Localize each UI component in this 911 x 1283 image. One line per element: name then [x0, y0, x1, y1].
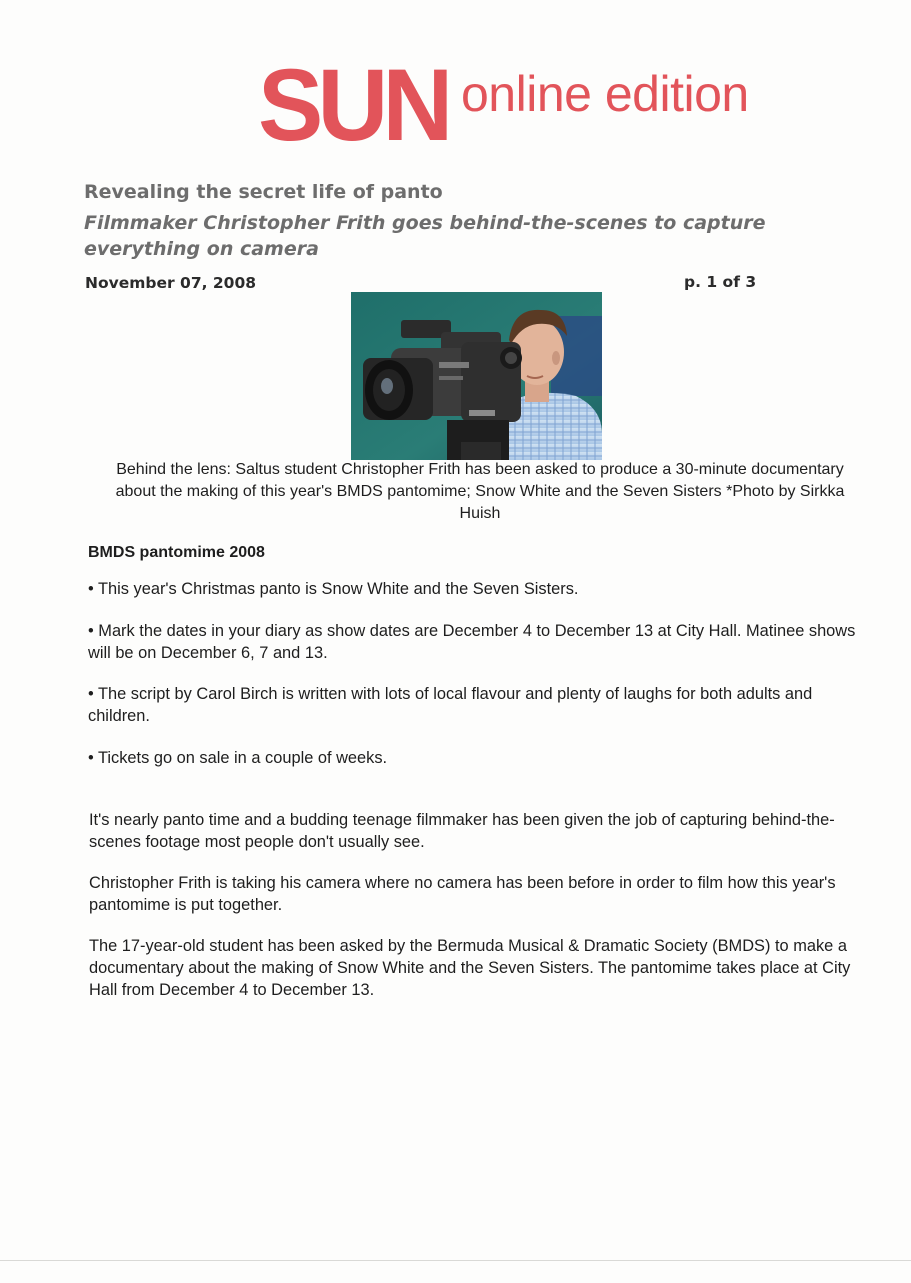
- scan-edge-line: [0, 1260, 911, 1261]
- article-photo: [351, 292, 602, 460]
- body-paragraph: The 17-year-old student has been asked by the Bermuda Musical & Dramatic Society (BMDS) to make a documentary about the making of Snow White and the Seven Sisters. The pantomime takes place at City Hall from December 4 to December 13.: [89, 937, 851, 999]
- article-date: November 07, 2008: [85, 274, 257, 292]
- page-indicator: p. 1 of 3: [684, 273, 757, 291]
- article-subheadline: Filmmaker Christopher Frith goes behind-the-scenes to capture everything on camera: [84, 212, 766, 260]
- sun-logo: SUN: [258, 48, 448, 162]
- body-paragraph: Christopher Frith is taking his camera where no camera has been before in order to film how this year's pantomime is put together.: [89, 874, 836, 914]
- bullet-item: • Mark the dates in your diary as show dates are December 4 to December 13 at City Hall. Matinee shows will be on December 6, 7 and 13.: [88, 622, 856, 662]
- photo-caption: Behind the lens: Saltus student Christopher Frith has been asked to produce a 30-minute documentary about the making of this year's BMDS pantomime; Snow White and the Seven Sisters *Photo by Sirkka Huish: [115, 461, 845, 522]
- bullet-item: • This year's Christmas panto is Snow White and the Seven Sisters.: [88, 580, 579, 598]
- photo-illustration: [351, 292, 602, 460]
- article-headline: Revealing the secret life of panto: [84, 181, 443, 203]
- masthead: [258, 48, 798, 162]
- bullet-item: • Tickets go on sale in a couple of weeks.: [88, 749, 388, 767]
- online-edition-label: online edition: [461, 66, 749, 122]
- body-paragraph: It's nearly panto time and a budding teenage filmmaker has been given the job of capturing behind-the-scenes footage most people don't usually see.: [89, 811, 835, 851]
- bullet-item: • The script by Carol Birch is written with lots of local flavour and plenty of laughs for both adults and children.: [88, 685, 813, 725]
- sidebar-title: BMDS pantomime 2008: [88, 544, 265, 561]
